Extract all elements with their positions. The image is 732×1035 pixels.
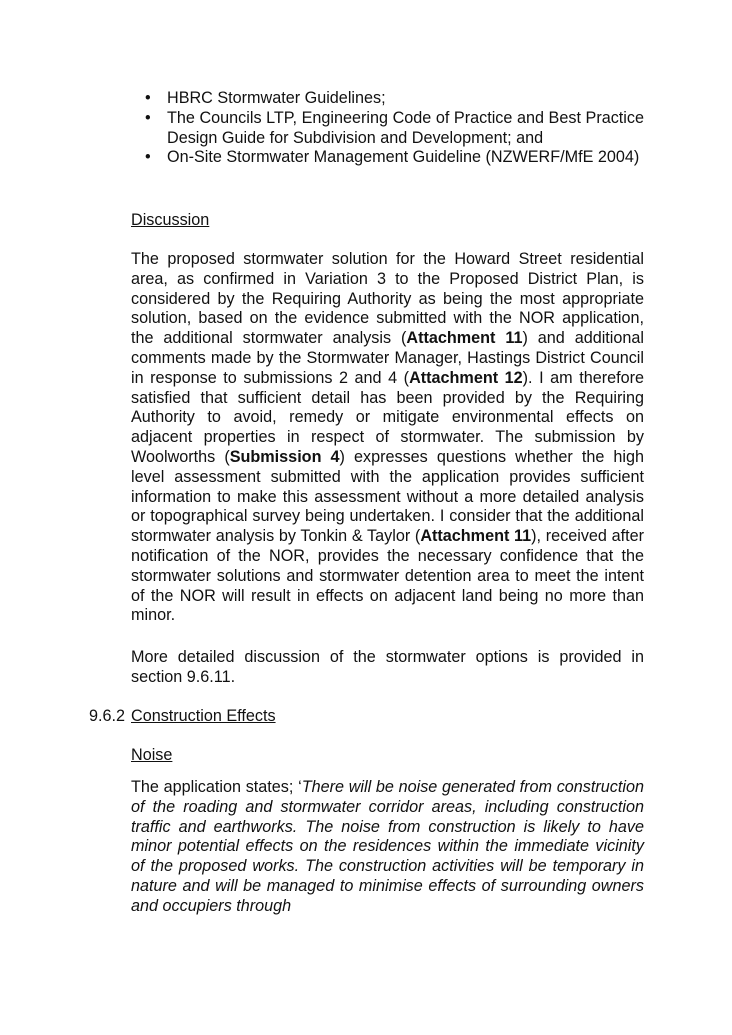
guidelines-list — [131, 89, 644, 168]
attachment-12-ref: Attachment 12 — [409, 368, 523, 387]
noise-paragraph: The application states; ‘There will be noise generated from construction of the roading and stormwater corridor areas, including construction traffic and earthworks. The noise from construction is likely to have minor potential effects on the residences within the immediate vicinity of the proposed works. The construction activities will be temporary in nature and will be managed to minimise effects of surrounding owners and occupiers through — [131, 778, 644, 915]
attachment-11-ref: Attachment 11 — [406, 329, 523, 348]
discussion-heading: Discussion — [131, 211, 210, 229]
list-item: • The Councils LTP, Engineering Code of Practice and Best Practice Design Guide for Subdivision and Development; and — [145, 108, 644, 147]
discussion-paragraph-2: More detailed discussion of the stormwater options is provided in section 9.6.11. — [131, 648, 644, 686]
noise-heading: Noise — [131, 746, 173, 764]
submission-4-ref: Submission 4 — [229, 447, 340, 466]
discussion-paragraph: The proposed stormwater solution for the Howard Street residential area, as confirmed in Variation 3 to the Proposed District Plan, is considered by the Requiring Authority as being the most appropriate solution, based on the evidence submitted with the NOR application, the additional stormwater analysis (Attachment 11) and additional comments made by the Stormwater Manager, Hastings District Council in response to submissions 2 and 4 (Attachment 12). I am therefore satisfied that sufficient detail has been provided by the Requiring Authority to avoid, remedy or mitigate environmental effects on adjacent properties in respect of stormwater. The submission by Woolworths (Submission 4) expresses questions whether the high level assessment submitted with the application provides sufficient information to make this assessment without a more detailed analysis or topographical survey being undertaken. I consider that the additional stormwater analysis by Tonkin & Taylor (Attachment 11), received after notification of the NOR, provides the necessary confidence that the stormwater solutions and stormwater detention area to meet the intent of the NOR will result in effects on adjacent land being no more than minor. — [131, 250, 645, 625]
bullet-icon: • — [145, 89, 151, 107]
bullet-icon: • — [145, 148, 151, 167]
application-quote: There will be noise generated from construction of the roading and stormwater corridor areas, including construction traffic and earthworks. The noise from construction is likely to have minor potential effects on the residences within the immediate vicinity of the proposed works. The construction activities will be temporary in nature and will be managed to minimise effects of surrounding owners and occupiers through — [131, 778, 644, 915]
list-item: • On-Site Stormwater Management Guideline (NZWERF/MfE 2004) — [145, 148, 640, 167]
bullet-icon: • — [145, 108, 151, 127]
attachment-11-ref: Attachment 11 — [420, 527, 532, 546]
list-item: • HBRC Stormwater Guidelines; — [145, 89, 386, 107]
section-number: 9.6.2 — [89, 707, 126, 725]
section-title: Construction Effects — [131, 707, 276, 725]
